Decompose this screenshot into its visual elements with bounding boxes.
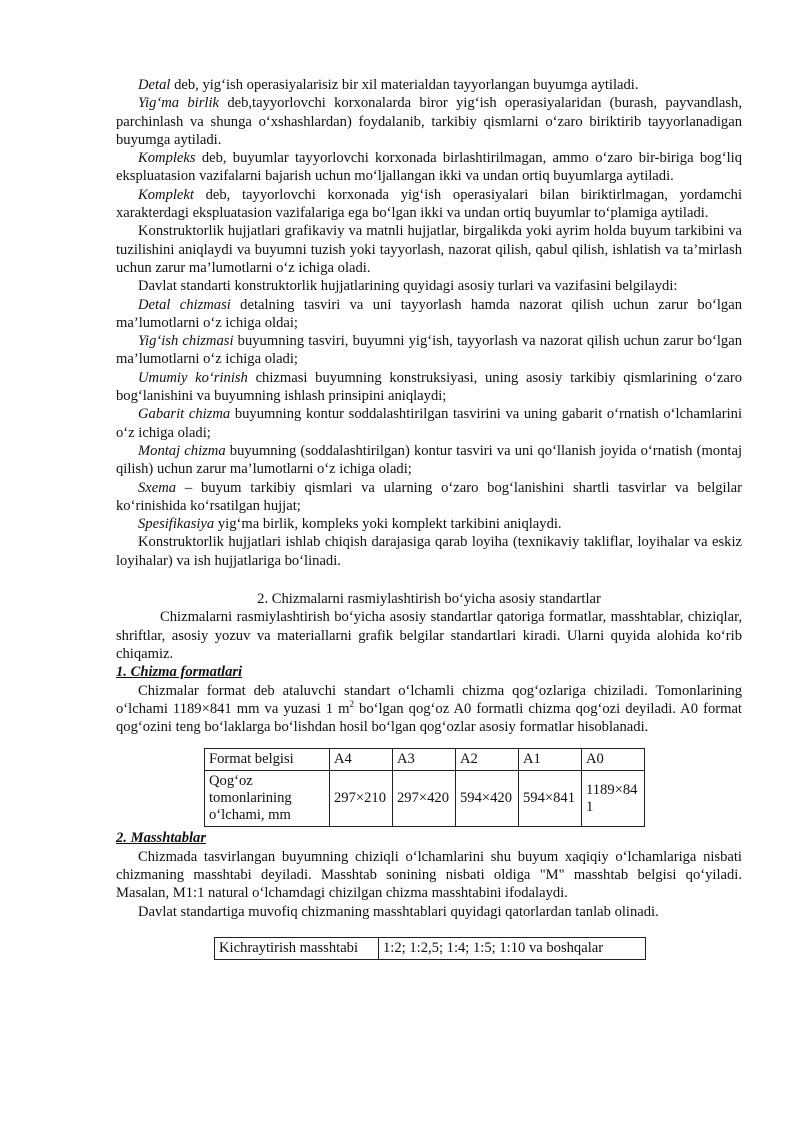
definition-text: Konstruktorlik hujjatlari ishlab chiqish darajasiga qarab loyiha (texnikaviy takliflar, loyihalar va eskiz loyihalar) va ish hujjatlariga bo‘linadi. [116, 534, 742, 569]
definition-text: deb, yig‘ish operasiyalarisiz bir xil materialdan tayyorlangan buyumga aytiladi. [170, 77, 639, 93]
formats-text-part: Chizmalar format deb ataluvchi standart o‘lchamli chizma qog‘ozlariga chiziladi. Tomonlarining o‘lchami 1189 [116, 682, 742, 717]
definitions-section [116, 76, 742, 570]
definition-text: yig‘ma birlik, kompleks yoki komplekt tarkibini aniqlaydi. [214, 516, 562, 533]
definition-paragraph [116, 405, 742, 442]
table-cell: Kichraytirish masshtabi [215, 937, 379, 959]
formats-text-part: bo‘lgan qog‘oz A0 formatli chizma qog‘ozi deyiladi. A0 format qog‘ozini teng bo‘laklarga bo‘lishdan hosil bo‘lgan qog‘ozlar asosiy formatlar hisoblanadi. [116, 700, 742, 736]
table-row [215, 937, 646, 959]
definition-text: – buyum tarkibiy qismlari va ularning o‘zaro bog‘lanishini shartli tasvirlar va belgilar ko‘rinishida ko‘rsatilgan hujjat; [116, 479, 742, 514]
definition-paragraph [116, 533, 742, 570]
subsection-title-scales: 2. Masshtablar [116, 830, 207, 847]
scale-table [214, 937, 646, 960]
definition-text: Konstruktorlik hujjatlari grafikaviy va matnli hujjatlar, birgalikda yoki ayrim holda buyum tarkibini va tuzilishini aniqlaydi va buyumni tuzish yoki tayyorlash, nazorat qilish, qabul qilish, ishlatish va ta’mirlash uchun zarur ma’lumotlarni o‘z ichiga oladi. [116, 223, 742, 276]
table-header-cell: A2 [456, 749, 519, 771]
table-header-cell: A0 [582, 749, 645, 771]
definition-paragraph [116, 149, 742, 186]
table-cell: 1189×841 [582, 771, 645, 827]
table-header-cell: A3 [393, 749, 456, 771]
term: Sxema [138, 479, 177, 496]
definition-paragraph [116, 442, 742, 479]
definition-text: Davlat standarti konstruktorlik hujjatlarining quyidagi asosiy turlari va vazifasini belgilaydi: [138, 278, 678, 295]
term: Montaj chizma [138, 442, 226, 459]
table-cell: 594×841 [519, 771, 582, 827]
definition-paragraph [116, 369, 742, 406]
section-intro: Chizmalarni rasmiylashtirish bo‘yicha asosiy standartlar qatoriga formatlar, masshtablar, chiziqlar, shriftlar, asosiy yozuv va materiallarni grafik belgilar standartlari kiradi. Ularni quyida alohida ko‘rib chiqamiz. [116, 609, 742, 662]
superscript: 2 [349, 698, 354, 709]
term: Yig‘ish chizmasi [138, 333, 234, 350]
definition-text: buyumning (soddalashtirilgan) kontur tasviri va uni qo‘llanish joyida o‘rnatish (montaj qilish) uchun zarur ma’lumotlarni o‘z ichiga oladi; [116, 442, 742, 478]
table-cell: 297×210 [330, 771, 393, 827]
table-header-cell: A1 [519, 749, 582, 771]
term: Kompleks [138, 150, 196, 167]
subsection-title-formats: 1. Chizma formatlari [116, 664, 243, 681]
term: Umumiy ko‘rinish [138, 369, 248, 386]
definition-paragraph [116, 222, 742, 277]
table-cell: 297×420 [393, 771, 456, 827]
times-symbol: × [201, 700, 210, 717]
definition-paragraph [116, 332, 742, 369]
definition-paragraph [116, 94, 742, 149]
table-row [205, 771, 645, 827]
table-header-cell: Format belgisi [205, 749, 330, 771]
term: Yig‘ma birlik [138, 95, 220, 112]
definition-text: buyumning tasviri, buyumni yig‘ish, tayyorlash va nazorat qilish uchun zarur bo‘lgan ma’lumotlarni o‘z ichiga oladi; [116, 333, 742, 368]
definition-paragraph [116, 186, 742, 223]
definition-text: chizmasi buyumning konstruksiyasi, uning asosiy tarkibiy qismlarining o‘zaro bog‘lanishini va buyumning ishlash prinsipini aniqlaydi; [116, 369, 743, 405]
formats-text-part: 841 mm va yuzasi 1 m [209, 700, 350, 717]
definition-paragraph [116, 296, 742, 333]
scales-paragraph-2: Davlat standartiga muvofiq chizmaning masshtablari quyidagi qatorlardan tanlab olinadi. [138, 903, 659, 920]
definition-paragraph [116, 479, 742, 516]
definition-paragraph [116, 277, 742, 295]
term: Gabarit chizma [138, 406, 231, 423]
table-header-cell: A4 [330, 749, 393, 771]
definition-paragraph [116, 76, 742, 94]
table-cell: 1:2; 1:2,5; 1:4; 1:5; 1:10 va boshqalar [379, 937, 646, 959]
definition-text: deb, tayyorlovchi korxonada yig‘ish operasiyalari bilan biriktirlmagan, yordamchi xarakterdagi ekspluatasion vazifalariga ega bo‘lgan ikki va undan ortiq buyumlar to‘plamiga aytiladi. [116, 186, 742, 222]
section-heading: 2. Chizmalarni rasmiylashtirish bo‘yicha asosiy standartlar [257, 591, 601, 608]
scales-paragraph-1: Chizmada tasvirlangan buyumning chiziqli o‘lchamlarini shu buyum xaqiqiy o‘lchamlariga nisbati chizmaning masshtabi deyiladi. Masshtab sonining nisbati oldiga "M" masshtab belgisi qo‘yiladi. Masalan, M1:1 natural o‘lchamdagi chizilgan chizma masshtabini ifodalaydi. [116, 848, 742, 902]
term: Spesifikasiya [138, 516, 215, 533]
term: Detal chizmasi [138, 296, 231, 313]
term: Detal [138, 77, 171, 93]
definition-text: buyumning kontur soddalashtirilgan tasvirini va uning gabarit o‘rnatish o‘lchamlarini o‘z ichiga oladi; [116, 406, 742, 441]
format-table [204, 748, 645, 827]
term: Komplekt [138, 186, 194, 203]
formats-paragraph [116, 682, 742, 737]
table-cell: 594×420 [456, 771, 519, 827]
table-cell: Qog‘oz tomonlarining o‘lchami, mm [205, 771, 330, 827]
definition-text: deb,tayyorlovchi korxonalarda biror yig‘ish operasiyalaridan (burash, payvandlash, parchinlash va shunga o‘xshashlardan) foydalanib, tarkibiy qismlarni o‘zaro biriktirib tayyorlanadigan buyumga aytiladi. [116, 95, 742, 148]
definition-paragraph [116, 515, 742, 533]
table-row [205, 749, 645, 771]
document-page [116, 76, 742, 960]
definition-text: detalning tasviri va uni tayyorlash hamda nazorat qilish uchun zarur bo‘lgan ma’lumotlarni o‘z ichiga oldai; [116, 296, 743, 331]
definition-text: deb, buyumlar tayyorlovchi korxonada birlashtirilmagan, ammo o‘zaro bir-biriga bog‘liq ekspluatasion vazifalarni bajarish uchun mo‘ljallangan ikki va undan ortiq buyumlarga aytiladi. [116, 150, 742, 185]
